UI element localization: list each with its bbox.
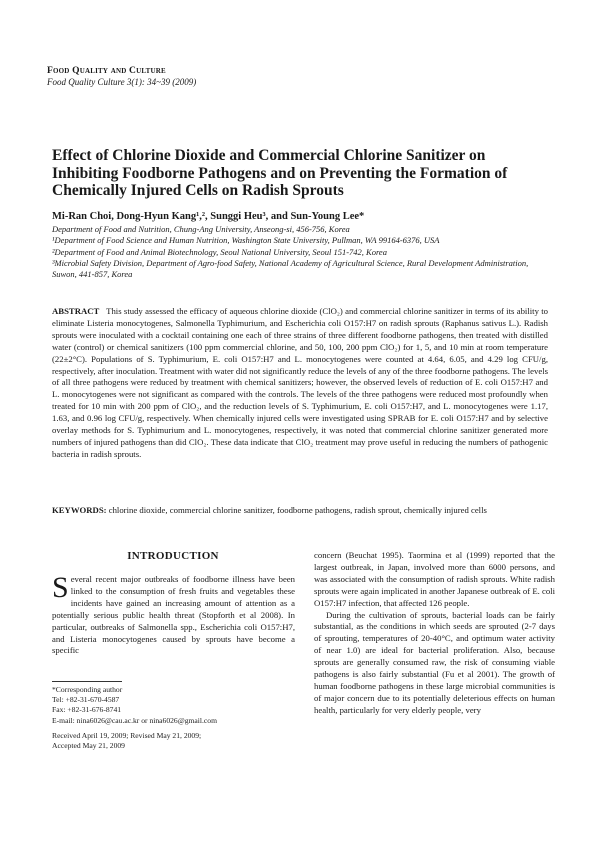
footnote-line: *Corresponding author	[52, 685, 123, 694]
journal-citation: Food Quality Culture 3(1): 34~39 (2009)	[47, 77, 197, 87]
footnote-rule	[52, 681, 122, 682]
footnote-line: Fax: +82-31-676-8741	[52, 705, 122, 715]
affiliation: ³Microbial Safety Division, Department of Agro-food Safety, National Academy of Agricultural Science, Rural Development Administration, Suwon, 441-857, Korea	[52, 257, 529, 280]
abstract-text: This study assessed the efficacy of aqueous chlorine dioxide (ClO₂) and commercial chlorine sanitizer in terms of its ability to eliminate Listeria monocytogenes, Salmonella Typhimurium, and Escherichia coli O157:H7 on radish sprouts (Raphanus sativus L.). Radish sprouts were inoculated with a cocktail containing one each of three strains of three different foodborne pathogens, then treated with distilled water (control) or chemical sanitizers (100 ppm commercial chlorine, and 50, 100, 200 ppm ClO₂) for 1, 5, and 10 min at room temperature (22±2°C). Populations of S. Typhimurium, E. coli O157:H7 and L. monocytogenes were counted at 4.64, 6.05, and 4.29 log CFU/g, respectively, after inoculation. Treatment with water did not significantly reduce the levels of any of the three foodborne pathogens. The levels of all three pathogens were reduced by treatment with chemical sanitizers; however, the observed levels of reduction of E. coli O157:H7 and L. monocytogenes were not significant as compared with the controls. The levels of the three pathogens were reduced most profoundly when treated for 10 min with 200 ppm of ClO₂, and the reduction levels of S. Typhimurium, E. coli O157:H7, and L. monocytogenes were 1.17, 1.63, and 0.96 log CFU/g, respectively. When chemically injured cells were investigated using SPRAB for E. coli O157:H7 and by selective overlay methods for S. Typhimurium and L. monocytogenes, respectively, it was noted that commercial chlorine sanitizer generated more numbers of injured pathogens than did ClO₂. These data indicate that ClO₂ treatment may prove useful in reducing the numbers of pathogenic bacteria in radish sprouts.	[52, 306, 549, 459]
affiliations	[52, 224, 552, 280]
received-line: Received April 19, 2009; Revised May 21, 2009;	[52, 731, 202, 740]
abstract-label: ABSTRACT	[52, 306, 100, 316]
drop-cap: S	[52, 571, 69, 604]
affiliation: ²Department of Food and Animal Biotechnology, Seoul National University, Seoul 151-742, Korea	[52, 246, 387, 257]
affiliation: ¹Department of Food Science and Human Nutrition, Washington State University, Pullman, WA 99164-6376, USA	[52, 235, 440, 246]
article-title: Effect of Chlorine Dioxide and Commercial Chlorine Sanitizer on Inhibiting Foodborne Pathogens and on Preventing the Formation of Chemically Injured Cells on Radish Sprouts	[52, 147, 508, 199]
keywords-label: KEYWORDS:	[52, 505, 107, 515]
corresponding-author-footnote	[52, 685, 295, 726]
intro-left-text: everal recent major outbreaks of foodborne illness have been linked to the consumption of fresh fruits and vegetables these incidents have gained an increasing amount of attention as a potentially serious public health threat (Stopforth et al 2008). In particular, outbreaks of Salmonella spp., Escherichia coli O157:H7, and Listeria monocytogenes caused by sprouts have become a specific	[52, 574, 295, 656]
intro-left-column	[52, 571, 295, 657]
affiliation: Department of Food and Nutrition, Chung-Ang University, Anseong-si, 456-756, Korea	[52, 224, 350, 234]
intro-right-paragraph: concern (Beuchat 1995). Taormina et al (1999) reported that the largest outbreak, in Japan, involved more than 6000 persons, and was associated with the consumption of radish sprouts. White radish sprouts were again implicated in another Japanese outbreak of E. coli O157:H7 infection, that affected 126 people.	[314, 550, 555, 608]
keywords-text: chlorine dioxide, commercial chlorine sanitizer, foodborne pathogens, radish sprout, chemically injured cells	[108, 505, 487, 515]
footnote-line: E-mail: nina6026@cau.ac.kr or nina6026@gmail.com	[52, 715, 217, 725]
keywords	[52, 505, 548, 517]
intro-right-column	[314, 550, 555, 717]
section-heading-introduction: INTRODUCTION	[127, 550, 219, 562]
received-line: Accepted May 21, 2009	[52, 741, 125, 751]
author-list: Mi-Ran Choi, Dong-Hyun Kang¹,², Sunggi Heu³, and Sun-Young Lee*	[52, 211, 365, 222]
journal-name: Food Quality and Culture	[47, 66, 166, 76]
abstract	[52, 306, 548, 461]
intro-right-paragraph: During the cultivation of sprouts, bacterial loads can be fairly substantial, as the conditions in which seeds are sprouted (2-7 days of sprouting, temperatures of 20-40°C, and optimum water activity of near 1.0) are ideal for bacterial proliferation. Also, because sprouts are generally consumed raw, the risk of consuming viable pathogens is also fairly substantial (Fu et al 2001). The growth of human foodborne pathogens in these large microbial communities is of major concern due to its potentially deleterious effects on human health, particularly for very elderly people, very	[314, 609, 555, 715]
received-dates	[52, 731, 295, 751]
footnote-line: Tel: +82-31-670-4587	[52, 695, 120, 705]
